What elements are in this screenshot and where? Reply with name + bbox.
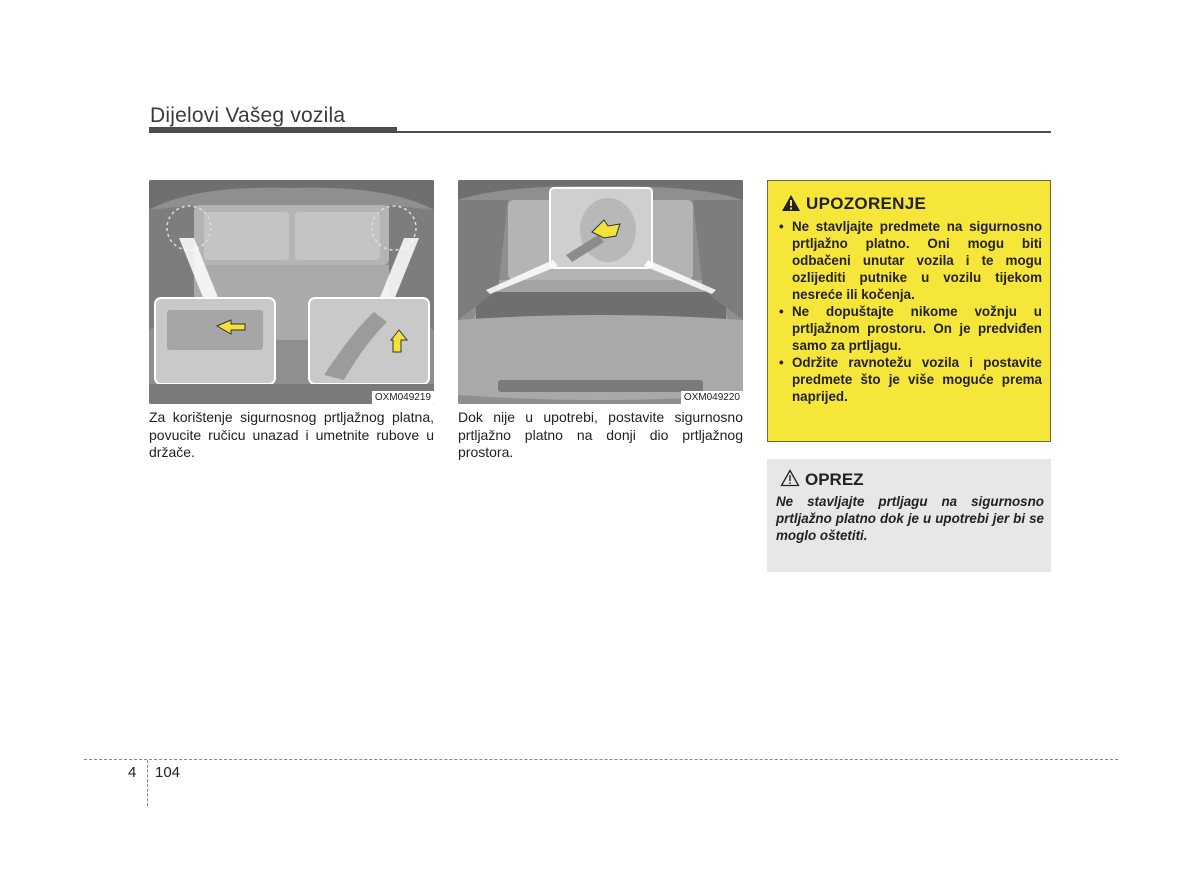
warning-title: UPOZORENJE [806,194,927,213]
lower-storage-illustration [458,180,743,404]
figure-1-image [149,180,434,404]
figure-1-code: OXM049219 [372,391,434,404]
caution-box [767,459,1051,572]
footer-rule [84,759,1118,760]
figure-2-code: OXM049220 [681,391,743,404]
chapter-number: 4 [128,764,137,781]
section-title: Dijelovi Vašeg vozila [150,104,346,127]
caution-text: Ne stavljajte prtljagu na sigurnosno prtljažno platno dok je u upotrebi jer bi se moglo oštetiti. [776,494,1044,543]
warning-list [778,218,1042,405]
page-number: 104 [155,764,181,781]
title-bar [149,127,397,133]
title-rule [397,131,1051,133]
warning-triangle-icon [781,194,801,212]
cargo-area-illustration [149,180,434,404]
caution-triangle-icon [780,469,800,487]
caution-title: OPREZ [805,470,864,489]
warning-item: • Održite ravnotežu vozila i postavite predmete što je više moguće prema naprijed. [778,354,1042,405]
warning-item: • Ne dopuštajte nikome vožnju u prtljažnom prostoru. On je predviđen samo za prtljagu. [778,303,1042,354]
warning-box [767,180,1051,442]
figure-2-image [458,180,743,404]
figure-2-caption: Dok nije u upotrebi, postavite sigurnosno prtljažno platno na donji dio prtljažnog prostora. [458,409,743,460]
figure-1-caption: Za korištenje sigurnosnog prtljažnog platna, povucite ručicu unazad i umetnite rubove u držače. [149,409,434,460]
footer-divider [147,760,148,806]
warning-item: • Ne stavljajte predmete na sigurnosno prtljažno platno. Oni mogu biti odbačeni unutar vozila i te mogu ozlijediti putnike u vozilu tijekom nesreće ili kočenja. [778,218,1042,303]
